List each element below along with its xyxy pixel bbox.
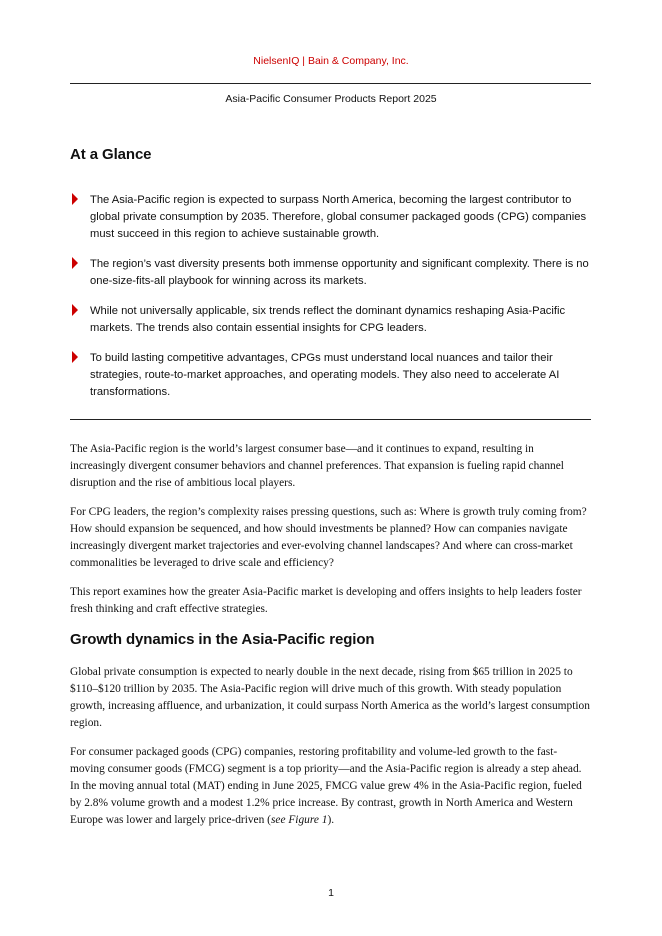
triangle-bullet-icon — [72, 351, 78, 363]
at-a-glance-heading: At a Glance — [70, 146, 152, 163]
figure-1-reference: see Figure 1 — [270, 813, 328, 826]
glance-bullet-text: To build lasting competitive advantages, CPGs must understand local nuances and tailor their strategies, route-to-market approaches, and operating models. They also need to accelerate AI transformations. — [90, 352, 560, 398]
glance-bullet — [70, 350, 591, 400]
header-brand: NielsenIQ | Bain & Company, Inc. — [253, 55, 409, 67]
glance-bullet-text: The Asia-Pacific region is expected to surpass North America, becoming the largest contributor to global private consumption by 2035. Therefore, global consumer packaged goods (CPG) companies must succeed in this region to achieve sustainable growth. — [90, 194, 587, 240]
page-number: 1 — [328, 887, 334, 899]
growth-paragraph-2-end: ). — [327, 813, 335, 826]
glance-bullet-text: The region’s vast diversity presents both immense opportunity and significant complexity. There is no one-size-fits-all playbook for winning across its markets. — [90, 257, 589, 287]
glance-bullet-text: While not universally applicable, six trends reflect the dominant dynamics reshaping Asia-Pacific markets. The trends also contain essential insights for CPG leaders. — [90, 304, 566, 334]
intro-paragraph-1: The Asia-Pacific region is the world’s largest consumer base—and it continues to expand, resulting in increasingly divergent consumer behaviors and channel preferences. That expansion is fueling rapid channel disruption and the rise of ambitious local players. — [70, 443, 564, 489]
glance-bullet — [70, 256, 591, 290]
glance-bullet — [70, 303, 591, 337]
growth-dynamics-heading: Growth dynamics in the Asia-Pacific region — [70, 631, 375, 648]
glance-bullet — [70, 192, 591, 242]
triangle-bullet-icon — [72, 257, 78, 269]
section-divider — [70, 419, 591, 420]
intro-paragraph-3: This report examines how the greater Asia-Pacific market is developing and offers insights to help leaders foster fresh thinking and craft effective strategies. — [70, 586, 582, 615]
report-title: Asia-Pacific Consumer Products Report 2025 — [225, 93, 437, 105]
growth-paragraph-2-text: For consumer packaged goods (CPG) companies, restoring profitability and volume-led growth to the fast-moving consumer goods (FMCG) segment is a top priority—and the Asia-Pacific region is already a step ahead. In the moving annual total (MAT) ending in June 2025, FMCG value grew 4% in the Asia-Pacific region, fueled by 2.8% volume growth and a modest 1.2% price increase. By contrast, growth in North America and Western Europe was lower and largely price-driven ( — [70, 746, 582, 826]
triangle-bullet-icon — [72, 193, 78, 205]
growth-paragraph-1: Global private consumption is expected to nearly double in the next decade, rising from $65 trillion in 2025 to $110–$120 trillion by 2035. The Asia-Pacific region will drive much of this growth. With steady population growth, increasing affluence, and urbanization, it could surpass North America as the world’s largest consumption region. — [70, 666, 590, 729]
intro-paragraph-2: For CPG leaders, the region’s complexity raises pressing questions, such as: Where is growth truly coming from? How should expansion be sequenced, and how should investments be planned? How can companies navigate increasingly divergent market trajectories and ever-evolving channel landscapes? And where can cross-market commonalities be leveraged to drive scale and efficiency? — [70, 506, 587, 569]
triangle-bullet-icon — [72, 304, 78, 316]
header-divider — [70, 83, 591, 84]
growth-paragraph-2 — [70, 744, 591, 829]
glance-bullet-list — [70, 192, 591, 414]
